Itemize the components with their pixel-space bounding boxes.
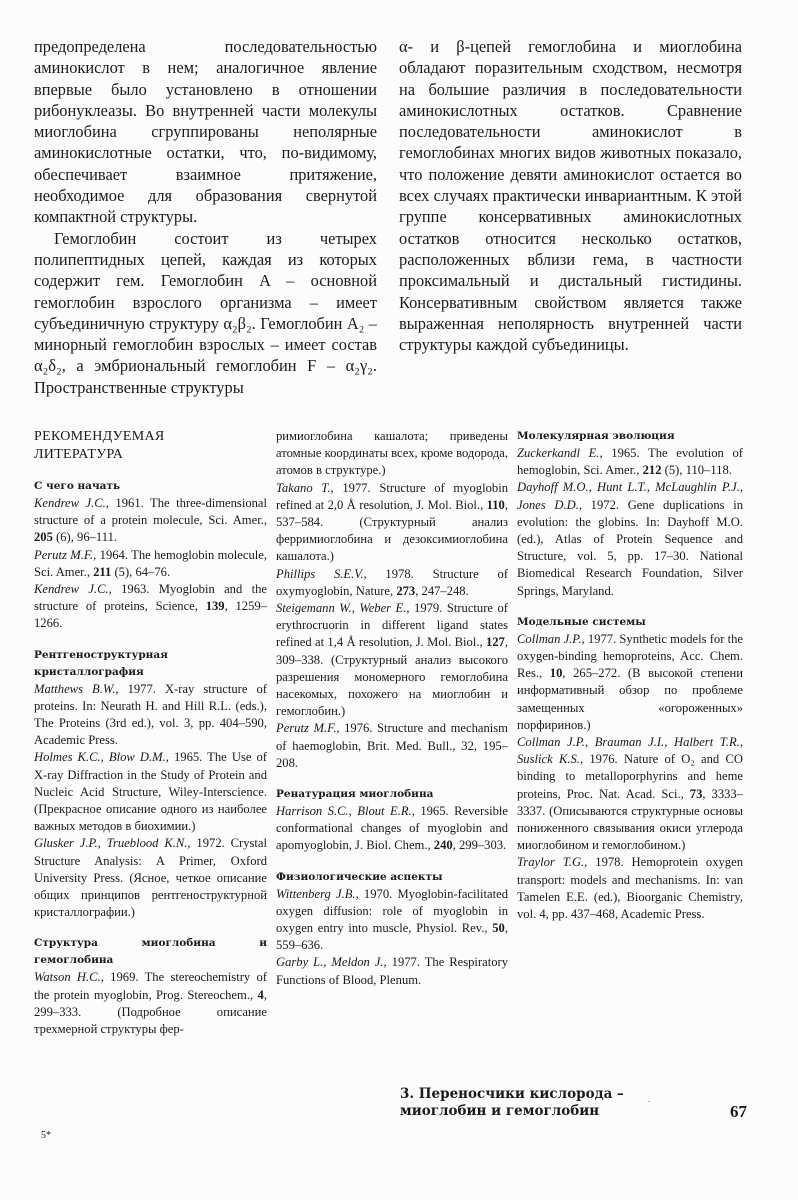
section-heading: С чего начать <box>34 480 121 492</box>
reference-entry: Holmes K.C., Blow D.M., 1965. The Use of X-ray Diffraction in the Study of Protein and Nucleic Acid Structure, Wiley-Interscience. (Прекрасное описание одного из наиболее важных методов в биохимии.) <box>34 750 268 834</box>
references-title-line: РЕКОМЕНДУЕМАЯ <box>34 429 165 444</box>
paragraph: Гемоглобин состоит из четырех полипептидных цепей, каждая из которых содержит гем. Гемоглобин A – основной гемоглобин взрослого организма – имеет субъединичную структуру α₂β₂. Гемоглобин A₂ – минорный гемоглобин взрослых – имеет состав α₂δ₂, а эмбриональный гемоглобин F – α₂γ₂. Пространственные структуры <box>34 228 377 397</box>
signature-mark: 5* <box>41 1130 51 1141</box>
reference-entry: Zuckerkandl E., 1965. The evolution of hemoglobin, Sci. Amer., 212 (5), 110–118. <box>517 446 744 478</box>
print-speck: . <box>648 1095 650 1104</box>
reference-entry-continued: римиоглобина кашалота; приведены атомные координаты всех, кроме водорода, атомов в структуре.) <box>276 429 508 478</box>
reference-entry: Traylor T.G., 1978. Hemoprotein oxygen transport: models and mechanisms. In: van Tamelen E.E. (ed.), Bioorganic Chemistry, vol. 4, pp. 437–468, Academic Press. <box>517 855 743 922</box>
reference-entry: Watson H.C., 1969. The stereochemistry of the protein myoglobin, Prog. Stereochem., 4, 299–333. (Подробное описание трехмерной структуры фер- <box>34 970 267 1037</box>
references-title-line: ЛИТЕРАТУРА <box>34 447 124 462</box>
reference-entry: Takano T., 1977. Structure of myoglobin refined at 2,0 Å resolution, J. Mol. Biol., 110, 537–584. (Структурный анализ ферримиоглобина и дезоксимиоглобина кашалота.) <box>276 480 508 564</box>
section-heading: Модельные системы <box>517 615 646 628</box>
chapter-title-line: миоглобин и гемоглобин <box>400 1103 600 1119</box>
reference-entry: Kendrew J.C., 1963. Myoglobin and the structure of proteins, Science, 139, 1259–1266. <box>34 582 267 631</box>
reference-section <box>517 428 743 600</box>
reference-entry: Perutz M.F., 1964. The hemoglobin molecule, Sci. Amer., 211 (5), 64–76. <box>34 547 267 579</box>
body-column-right <box>399 36 742 355</box>
reference-entry: Garby L., Meldon J., 1977. The Respiratory Functions of Blood, Plenum. <box>276 955 508 987</box>
reference-entry: Collman J.P., 1977. Synthetic models for the oxygen-binding hemoproteins, Acc. Chem. Res., 10, 265–272. (В высокой степени информативный обзор по проблеме замещенных «огороженных» порфиринов.) <box>517 631 743 732</box>
reference-entry: Glusker J.P., Trueblood K.N., 1972. Crystal Structure Analysis: A Primer, Oxford University Press. (Ясное, четкое описание общих принципов рентгеноструктурной кристаллографии.) <box>34 836 268 920</box>
section-heading: Молекулярная эволюция <box>517 430 675 442</box>
reference-entry: Steigemann W., Weber E., 1979. Structure of erythrocruorin in different ligand states refined at 1,4 Å resolution, J. Mol. Biol., 127, 309–338. (Структурный анализ высокого разрешения мономерного гемоглобина насекомых, похожего на миоглобин и гемоглобин.) <box>276 601 508 719</box>
reference-entry: Phillips S.E.V., 1978. Structure of oxymyoglobin, Nature, 273, 247–248. <box>276 566 509 598</box>
reference-entry: Kendrew J.C., 1961. The three-dimensional structure of a protein molecule, Sci. Amer., 205 (6), 96–111. <box>34 496 268 545</box>
section-heading: Физиологические аспекты <box>276 870 443 883</box>
reference-entry: Collman J.P., Brauman J.I., Halbert T.R., Suslick K.S., 1976. Nature of O₂ and CO binding to metalloporphyrins and heme proteins, Proc. Nat. Acad. Sci., 73, 3333–3337. (Описываются структурные основы пониженного связывания окиси углерода миоглобином и гемоглобином.) <box>517 735 744 853</box>
running-footer-chapter-title <box>400 1086 624 1120</box>
reference-entry: Matthews B.W., 1977. X-ray structure of proteins. In: Neurath H. and Hill R.L. (eds.), The Proteins (3rd ed.), vol. 3, pp. 404–590, Academic Press. <box>34 681 268 748</box>
references-column-1 <box>34 428 267 1052</box>
references-column-2 <box>276 428 508 1003</box>
chapter-title-line: 3. Переносчики кислорода – <box>400 1086 624 1102</box>
reference-section <box>34 478 267 633</box>
references-column-3 <box>517 428 743 937</box>
reference-section <box>276 869 508 989</box>
references-title <box>34 428 267 464</box>
reference-section <box>34 935 267 1038</box>
body-column-left <box>34 36 377 398</box>
page-number: 67 <box>730 1102 747 1121</box>
reference-entry: Perutz M.F., 1976. Structure and mechanism of haemoglobin, Brit. Med. Bull., 32, 195–208. <box>276 721 508 770</box>
paragraph: предопределена последовательностью аминокислот в нем; аналогичное явление впервые было установлено в отношении рибонуклеазы. Во внутренней части молекулы миоглобина сгруппированы неполярные аминокислотные остатки, что, по-видимому, обеспечивает взаимное притяжение, необходимое для образования свернутой компактной структуры. <box>34 37 377 227</box>
reference-entry: Harrison S.C., Blout E.R., 1965. Reversible conformational changes of myoglobin and apomyoglobin, J. Biol. Chem., 240, 299–303. <box>276 804 508 853</box>
reference-section <box>34 647 267 922</box>
reference-entry: Wittenberg J.B., 1970. Myoglobin-facilitated oxygen diffusion: role of myoglobin in oxygen entry into muscle, Physiol. Rev., 50, 559–636. <box>276 886 508 953</box>
section-heading: Ренатурация миоглобина <box>276 788 434 801</box>
section-heading: Рентгеноструктурная кристаллография <box>34 648 168 678</box>
reference-entry: Dayhoff M.O., Hunt L.T., McLaughlin P.J., Jones D.D., 1972. Gene duplications in evolution: the globins. In: Dayhoff M.O. (ed.), Atlas of Protein Sequence and Structure, vol. 5, pp. 17–30. National Biomedical Research Foundation, Silver Springs, Maryland. <box>517 480 743 598</box>
section-heading: Структура миоглобина и гемоглобина <box>34 937 267 967</box>
reference-section <box>276 786 508 855</box>
paragraph: α- и β-цепей гемоглобина и миоглобина обладают поразительным сходством, несмотря на большие различия в последовательности аминокислотных остатков. Сравнение последовательности аминокислот в гемоглобинах многих видов животных показало, что положение девяти аминокислот остается во всех случаях практически инвариантным. К этой группе консервативных аминокислотных остатков относится несколько остатков, расположенных вблизи гема, в частности проксимальный и дистальный гистидины. Консервативным свойством является также выраженная неполярность внутренней части структуры каждой субъединицы. <box>399 37 742 355</box>
reference-section <box>517 614 743 923</box>
